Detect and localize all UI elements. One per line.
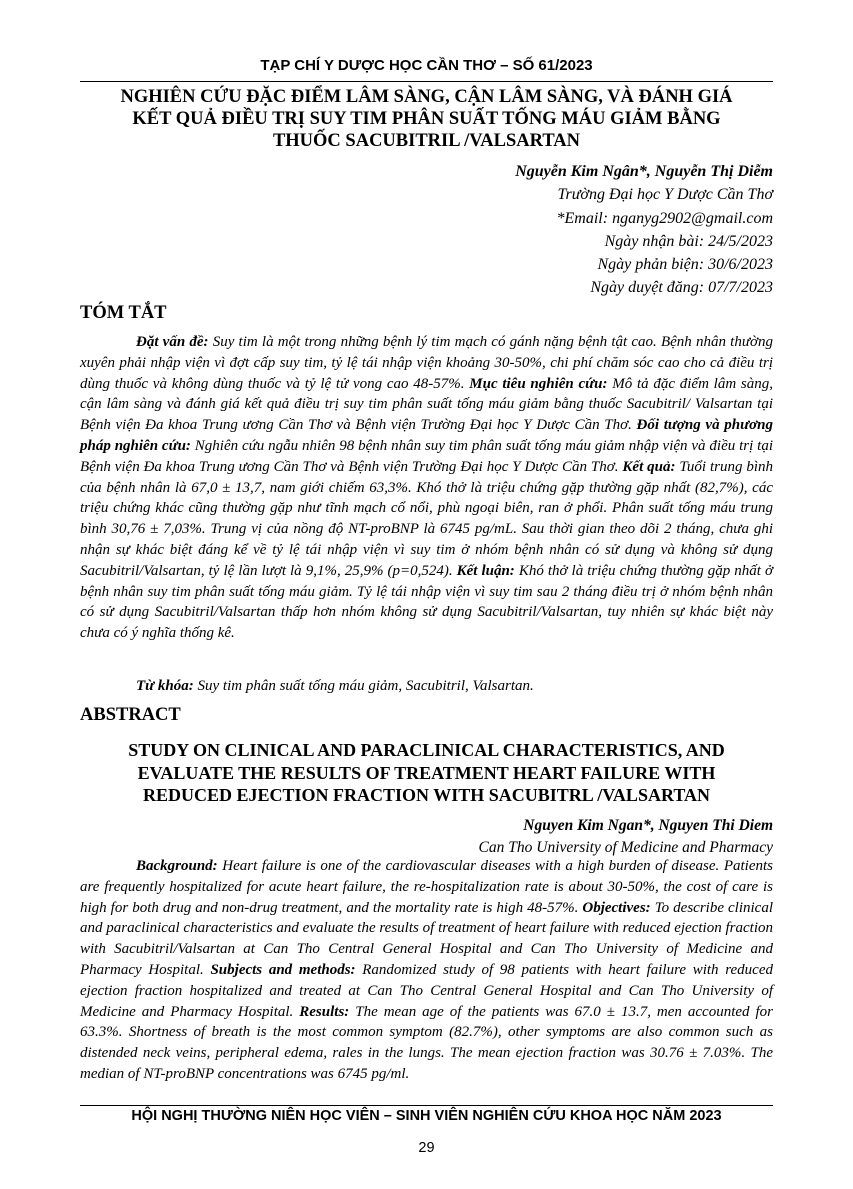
keywords <box>80 676 773 697</box>
results-label: Results: <box>299 1003 350 1020</box>
corresponding-email: *Email: nganyg2902@gmail.com <box>556 209 773 227</box>
author-block-english <box>479 815 773 859</box>
background-label: Background: <box>136 858 218 874</box>
conclusion-text: Khó thở là triệu chứng thường gặp nhất ở bệnh nhân suy tim phân suất tống máu giảm. Tỷ lệ tái nhập viện vì suy tim sau 2 tháng điều trị ở nhóm bệnh nhân có sử dụng Sacubitril/Valsartan thấp hơn nhóm không sử dụng Sacubitril/Valsartan, tuy nhiên sự khác biệt này chưa có ý nghĩa thống kê. <box>80 562 774 642</box>
methods-label: Đối tượng và phương pháp nghiên cứu: <box>80 417 773 454</box>
conclusion-label: Kết luận: <box>456 562 515 579</box>
title-line: REDUCED EJECTION FRACTION WITH SACUBITRL /VALSARTAN <box>143 785 710 805</box>
abstract-heading: ABSTRACT <box>80 705 181 725</box>
title-vietnamese <box>80 86 773 152</box>
objectives-label: Objectives: <box>582 899 651 916</box>
accepted-date: Ngày duyệt đăng: 07/7/2023 <box>590 279 773 297</box>
affiliation: Trường Đại học Y Dược Cần Thơ <box>557 186 773 204</box>
methods-text: Nghiên cứu ngẫu nhiên 98 bệnh nhân suy tim phân suất tống máu giảm nhập viện và điều trị tại Bệnh viện Đa khoa Trung ương Cần Thơ và Bệnh viện Trường Đại học Y Dược Cần Thơ. <box>80 437 773 475</box>
author-names: Nguyen Kim Ngan*, Nguyen Thi Diem <box>523 817 773 834</box>
results-text: The mean age of the patients was 67.0 ± 13.7, men accounted for 63.3%. Shortness of breath is the most common symptom (82.7%), other symptoms are also common such as distended neck veins, peripheral edema, rales in the lungs. The mean ejection fraction was 30.76 ± 7.03%. The median of NT-proBNP concentrations was 6745 pg/ml. <box>80 1003 773 1082</box>
header-rule <box>80 81 773 82</box>
summary-body <box>80 332 773 644</box>
title-line: EVALUATE THE RESULTS OF TREATMENT HEART FAILURE WITH <box>137 762 716 783</box>
footer-rule <box>80 1105 773 1106</box>
reviewed-date: Ngày phản biện: 30/6/2023 <box>597 256 773 274</box>
title-line: NGHIÊN CỨU ĐẶC ĐIỂM LÂM SÀNG, CẬN LÂM SÀNG, VÀ ĐÁNH GIÁ <box>120 87 733 107</box>
author-block-vietnamese <box>515 160 773 300</box>
received-date: Ngày nhận bài: 24/5/2023 <box>604 232 773 250</box>
title-line: STUDY ON CLINICAL AND PARACLINICAL CHARACTERISTICS, AND <box>128 740 725 760</box>
background-text: Suy tim là một trong những bệnh lý tim mạch có gánh nặng bệnh tật cao. Bệnh nhân thường xuyên phải nhập viện vì đợt cấp suy tim, tỷ lệ tái nhập viện khoảng 30-50%, chi phí chăm sóc cao cho cả điều trị dùng thuốc và không dùng thuốc và tỷ lệ tử vong cao 48-57%. <box>80 334 774 392</box>
methods-text: Randomized study of 98 patients with heart failure with reduced ejection fraction hospitalized and treated at Can Tho Central General Hospital and Can Tho University of Medicine and Pharmacy Hospital. <box>80 961 774 1020</box>
title-line: THUỐC SACUBITRIL /VALSARTAN <box>272 131 581 151</box>
results-label: Kết quả: <box>622 458 676 475</box>
objectives-label: Mục tiêu nghiên cứu: <box>469 375 608 392</box>
journal-header: TẠP CHÍ Y DƯỢC HỌC CẦN THƠ – SỐ 61/2023 <box>260 57 593 74</box>
objectives-text: To describe clinical and paraclinical characteristics and evaluate the results of treatment of heart failure with reduced ejection fraction with Sacubitril/Valsartan at Can Tho Central General Hospital and Can Tho University of Medicine and Pharmacy Hospital. <box>80 899 773 978</box>
summary-heading: TÓM TẮT <box>80 303 167 323</box>
page-number: 29 <box>418 1140 435 1156</box>
methods-label: Subjects and methods: <box>210 961 356 978</box>
background-label: Đặt vấn đề: <box>136 334 209 350</box>
title-line: KẾT QUẢ ĐIỀU TRỊ SUY TIM PHÂN SUẤT TỐNG MÁU GIẢM BẰNG <box>132 109 721 129</box>
keywords-text: Suy tim phân suất tống máu giảm, Sacubitril, Valsartan. <box>193 678 534 694</box>
results-text: Tuổi trung bình của bệnh nhân là 67,0 ± 13,7, nam giới chiếm 63,3%. Khó thở là triệu chứng gặp thường gặp nhất (82,7%), các triệu chứng khác cũng thường gặp như tĩnh mạch cổ nổi, phù ngoại biên, ran ở phổi. Phân suất tống máu trung bình 30,76 ± 7,03%. Trung vị của nồng độ NT-proBNP là 6745 pg/mL. Sau thời gian theo dõi 2 tháng, chưa ghi nhận sự khác biệt đáng kể về tỷ lệ tái nhập viện vì suy tim ở nhóm bệnh nhân có sử dụng và không sử dụng Sacubitril/Valsartan, tỷ lệ lần lượt là 9,1%, 25,9% (p=0,524). <box>80 458 773 579</box>
conference-footer: HỘI NGHỊ THƯỜNG NIÊN HỌC VIÊN – SINH VIÊN NGHIÊN CỨU KHOA HỌC NĂM 2023 <box>131 1108 722 1124</box>
title-english <box>80 739 773 807</box>
author-names: Nguyễn Kim Ngân*, Nguyễn Thị Diễm <box>515 163 773 180</box>
keywords-label: Từ khóa: <box>136 678 194 694</box>
background-text: Heart failure is one of the cardiovascular diseases with a high burden of disease. Patients are frequently hospitalized for acute heart failure, the re-hospitalization rate is about 30-50%, the cost of care is high for both drug and non-drug treatment, and the mortality rate is high 48-57%. <box>80 858 773 916</box>
affiliation: Can Tho University of Medicine and Pharmacy <box>478 839 773 856</box>
objectives-text: Mô tả đặc điểm lâm sàng, cận lâm sàng và đánh giá kết quả điều trị suy tim phân suất tống máu giảm bằng thuốc Sacubitril/ Valsartan tại Bệnh viện Đa khoa Trung ương Cần Thơ và Bệnh viện Trường Đại học Y Dược Cần Thơ. <box>80 375 773 434</box>
abstract-body <box>80 856 773 1085</box>
